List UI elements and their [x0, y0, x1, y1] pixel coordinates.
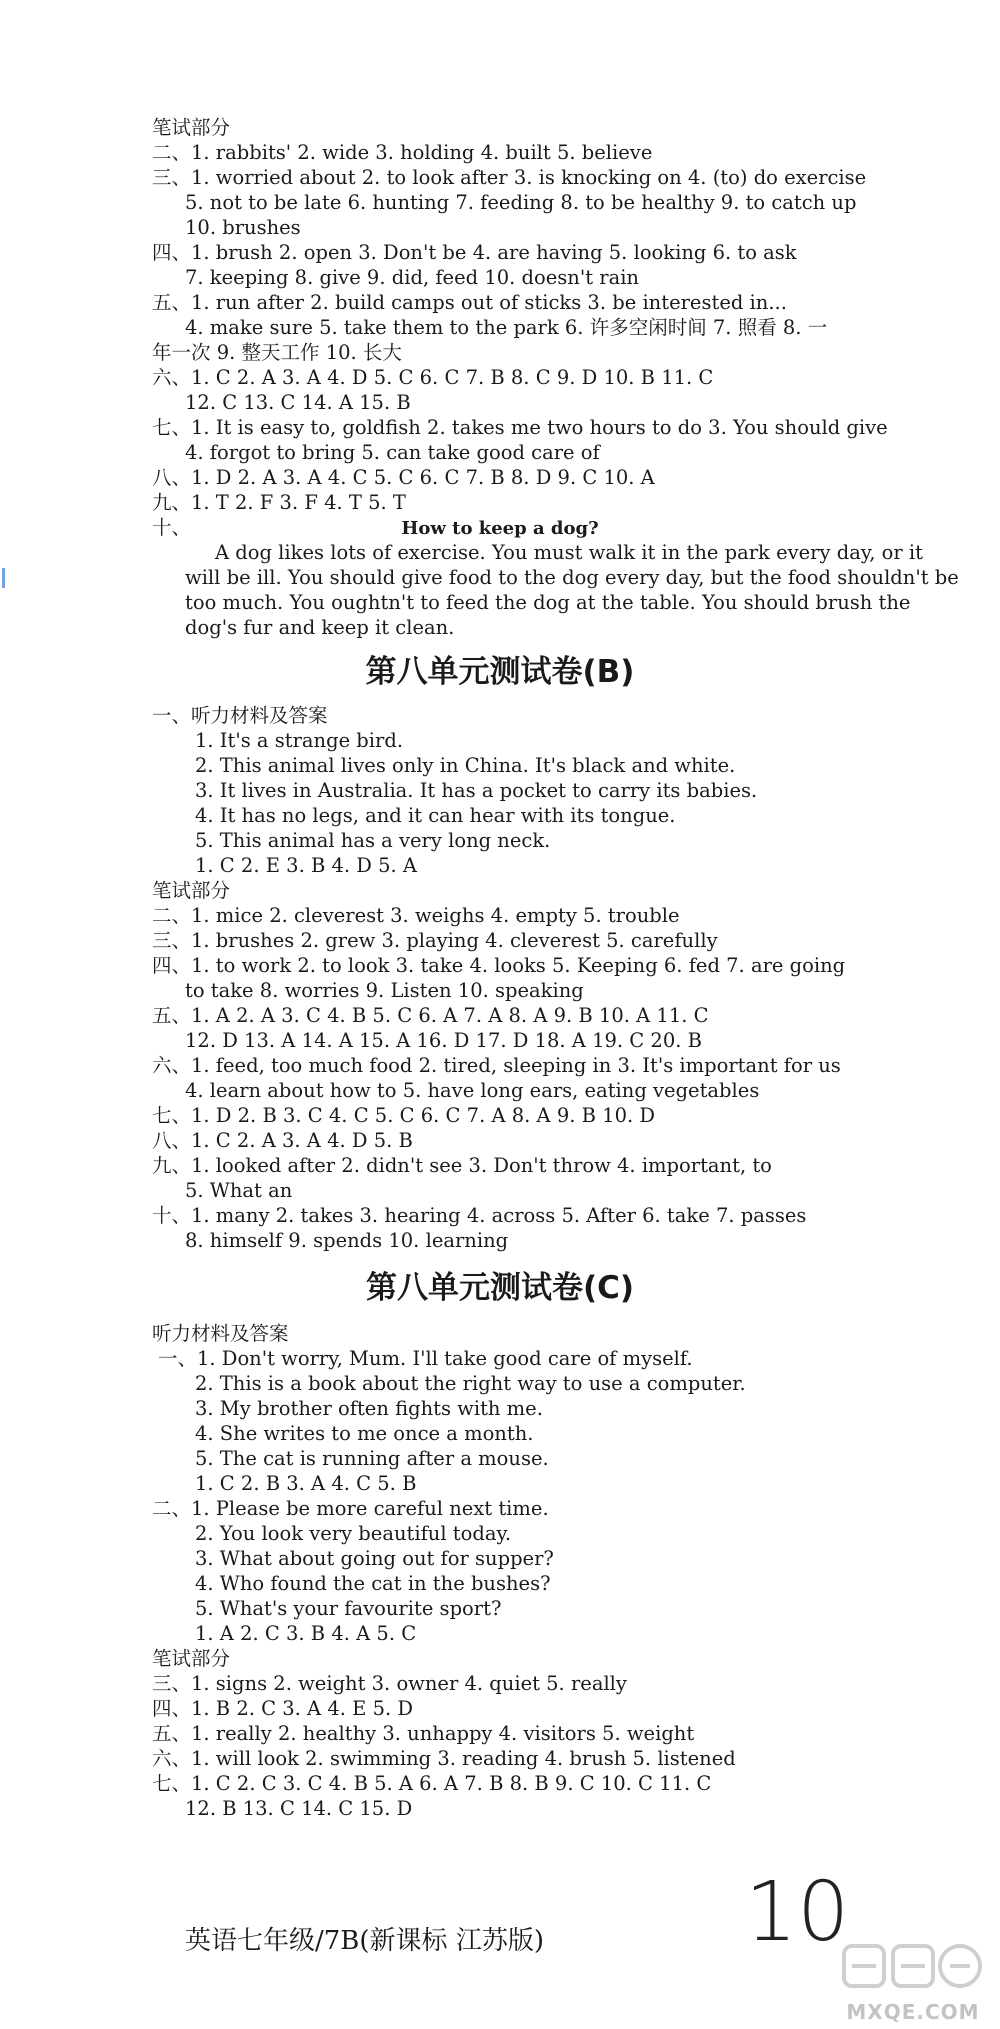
essay-title: How to keep a dog? [401, 518, 599, 539]
answer-line: 4. learn about how to 5. have long ears, eating vegetables [185, 1079, 760, 1102]
section-heading: 笔试部分 [152, 879, 231, 902]
answer-line: 二、1. rabbits' 2. wide 3. holding 4. built 5. believe [152, 141, 653, 164]
answer-line: 六、1. will look 2. swimming 3. reading 4. brush 5. listened [152, 1747, 736, 1770]
answer-line: 二、1. Please be more careful next time. [152, 1497, 549, 1520]
answer-line: 三、1. worried about 2. to look after 3. is knocking on 4. (to) do exercise [152, 166, 867, 189]
answer-line: 2. This animal lives only in China. It's black and white. [195, 754, 736, 777]
answer-line: 十、1. many 2. takes 3. hearing 4. across 5. After 6. take 7. passes [152, 1204, 807, 1227]
answer-line: 七、1. C 2. C 3. C 4. B 5. A 6. A 7. B 8. B 9. C 10. C 11. C [152, 1772, 712, 1795]
margin-mark [2, 568, 5, 588]
answer-line: 四、1. to work 2. to look 3. take 4. looks 5. Keeping 6. fed 7. are going [152, 954, 846, 977]
answer-line: 五、1. A 2. A 3. C 4. B 5. C 6. A 7. A 8. A 9. B 10. A 11. C [152, 1004, 709, 1027]
answer-line: 八、1. D 2. A 3. A 4. C 5. C 6. C 7. B 8. D 9. C 10. A [152, 466, 655, 489]
section-heading: 笔试部分 [152, 116, 231, 139]
answer-line: 5. This animal has a very long neck. [195, 829, 551, 852]
answer-line: 三、1. brushes 2. grew 3. playing 4. cleverest 5. carefully [152, 929, 718, 952]
watermark-text: MXQE.COM [846, 2000, 980, 2024]
answer-line: 1. A 2. C 3. B 4. A 5. C [195, 1622, 417, 1645]
page-number: 10 [745, 1865, 850, 1960]
answer-line: 一、1. Don't worry, Mum. I'll take good care of myself. [158, 1347, 693, 1370]
section-heading: 笔试部分 [152, 1647, 231, 1670]
answer-line: 十、 [152, 516, 192, 539]
watermark-logo [838, 1940, 988, 2026]
answer-line: 7. keeping 8. give 9. did, feed 10. doesn't rain [185, 266, 639, 289]
book-footer: 英语七年级/7B(新课标 江苏版) [185, 1926, 544, 1956]
answer-line: 2. This is a book about the right way to use a computer. [195, 1372, 746, 1395]
section-heading: 一、听力材料及答案 [152, 704, 328, 727]
essay-line: will be ill. You should give food to the dog every day, but the food shouldn't be [185, 566, 959, 589]
answer-line: 六、1. C 2. A 3. A 4. D 5. C 6. C 7. B 8. C 9. D 10. B 11. C [152, 366, 714, 389]
unit-test-title-c: 第八单元测试卷(C) [365, 1270, 635, 1306]
answer-line: 4. She writes to me once a month. [195, 1422, 534, 1445]
answer-line: 12. C 13. C 14. A 15. B [185, 391, 411, 414]
answer-line: 八、1. C 2. A 3. A 4. D 5. B [152, 1129, 413, 1152]
answer-line: 七、1. D 2. B 3. C 4. C 5. C 6. C 7. A 8. A 9. B 10. D [152, 1104, 656, 1127]
answer-line: 4. Who found the cat in the bushes? [195, 1572, 551, 1595]
answer-line: 三、1. signs 2. weight 3. owner 4. quiet 5. really [152, 1672, 627, 1695]
answer-line: 12. B 13. C 14. C 15. D [185, 1797, 413, 1820]
answer-line: 1. C 2. E 3. B 4. D 5. A [195, 854, 418, 877]
section-heading: 听力材料及答案 [152, 1322, 289, 1345]
essay-line: A dog likes lots of exercise. You must walk it in the park every day, or it [215, 541, 923, 564]
essay-line: dog's fur and keep it clean. [185, 616, 455, 639]
answer-line: 五、1. really 2. healthy 3. unhappy 4. visitors 5. weight [152, 1722, 695, 1745]
answer-line: 1. C 2. B 3. A 4. C 5. B [195, 1472, 417, 1495]
answer-line: 七、1. It is easy to, goldfish 2. takes me two hours to do 3. You should give [152, 416, 888, 439]
answer-line: 10. brushes [185, 216, 301, 239]
answer-line: 2. You look very beautiful today. [195, 1522, 512, 1545]
watermark-seal-icon [838, 1940, 988, 2002]
answer-line: 四、1. brush 2. open 3. Don't be 4. are having 5. looking 6. to ask [152, 241, 797, 264]
essay-line: too much. You oughtn't to feed the dog at the table. You should brush the [185, 591, 911, 614]
answer-line: 4. It has no legs, and it can hear with its tongue. [195, 804, 676, 827]
answer-line: to take 8. worries 9. Listen 10. speaking [185, 979, 584, 1002]
answer-line: 年一次 9. 整天工作 10. 长大 [152, 341, 402, 364]
answer-line: 4. make sure 5. take them to the park 6. 许多空闲时间 7. 照看 8. 一 [185, 316, 828, 339]
answer-line: 4. forgot to bring 5. can take good care of [185, 441, 600, 464]
answer-line: 12. D 13. A 14. A 15. A 16. D 17. D 18. A 19. C 20. B [185, 1029, 702, 1052]
answer-line: 五、1. run after 2. build camps out of sticks 3. be interested in... [152, 291, 787, 314]
answer-line: 3. My brother often fights with me. [195, 1397, 543, 1420]
unit-test-title-b: 第八单元测试卷(B) [365, 654, 635, 690]
answer-line: 8. himself 9. spends 10. learning [185, 1229, 509, 1252]
answer-line: 九、1. looked after 2. didn't see 3. Don't throw 4. important, to [152, 1154, 772, 1177]
answer-line: 5. What an [185, 1179, 293, 1202]
answer-line: 1. It's a strange bird. [195, 729, 404, 752]
answer-line: 5. The cat is running after a mouse. [195, 1447, 549, 1470]
answer-line: 九、1. T 2. F 3. F 4. T 5. T [152, 491, 406, 514]
answer-line: 六、1. feed, too much food 2. tired, sleeping in 3. It's important for us [152, 1054, 841, 1077]
answer-line: 四、1. B 2. C 3. A 4. E 5. D [152, 1697, 414, 1720]
answer-line: 5. What's your favourite sport? [195, 1597, 502, 1620]
answer-line: 5. not to be late 6. hunting 7. feeding 8. to be healthy 9. to catch up [185, 191, 857, 214]
answer-line: 3. What about going out for supper? [195, 1547, 554, 1570]
answer-line: 3. It lives in Australia. It has a pocket to carry its babies. [195, 779, 758, 802]
answer-line: 二、1. mice 2. cleverest 3. weighs 4. empty 5. trouble [152, 904, 680, 927]
